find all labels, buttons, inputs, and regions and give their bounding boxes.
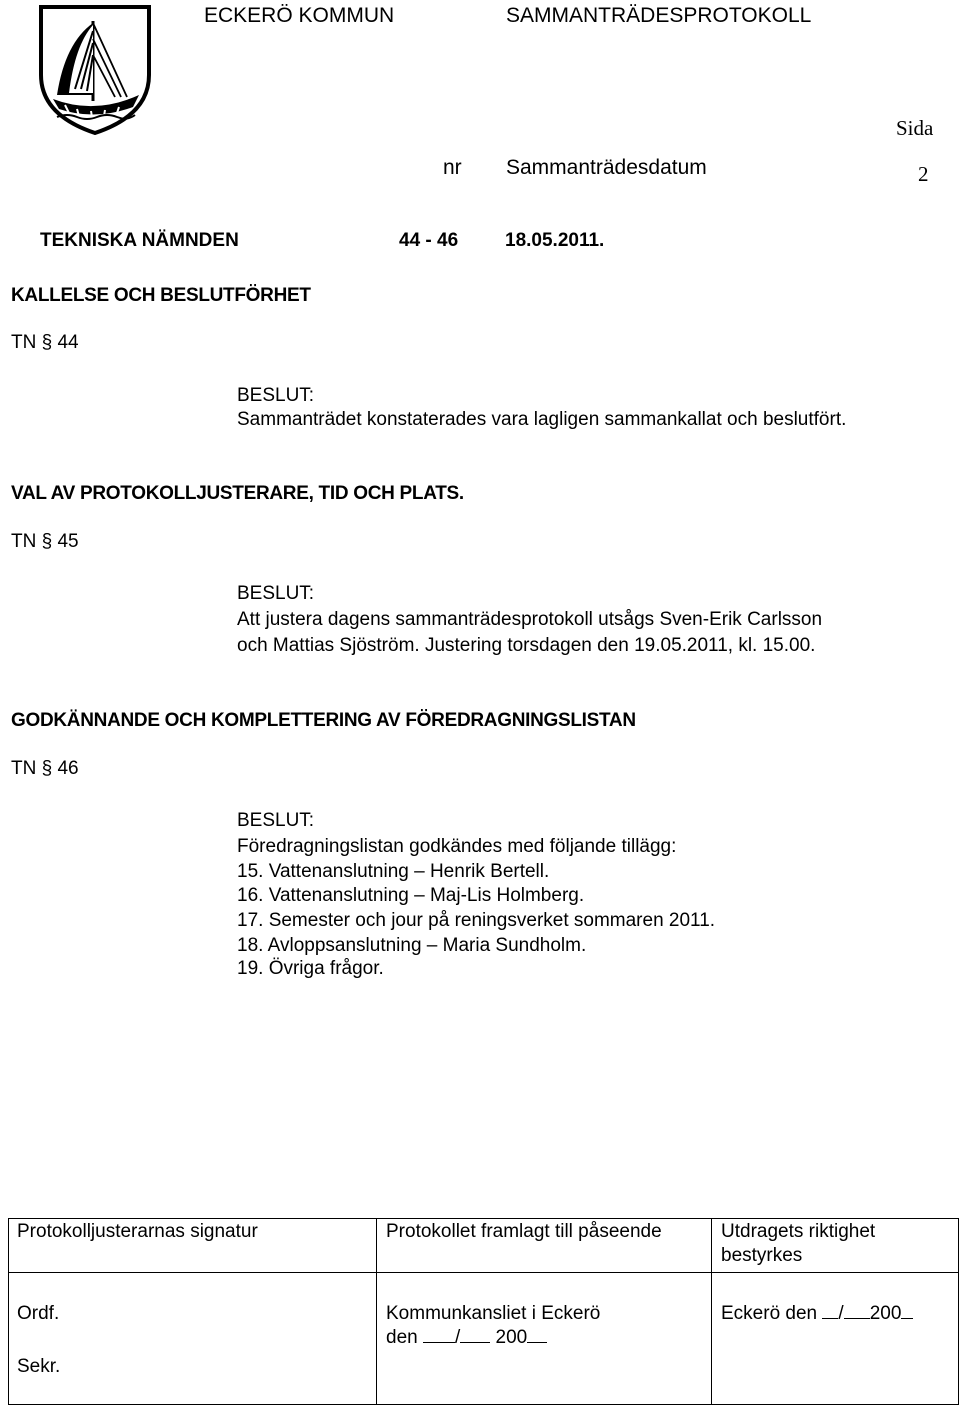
certification-date-line — [721, 1302, 913, 1326]
month-blank — [844, 1302, 870, 1319]
section-heading: GODKÄNNANDE OCH KOMPLETTERING AV FÖREDRAGNINGSLISTAN — [11, 710, 636, 731]
document-type: SAMMANTRÄDESPROTOKOLL — [506, 4, 812, 27]
table-divider — [9, 1272, 958, 1273]
meeting-date: 18.05.2011. — [505, 230, 605, 251]
section-paragraph: TN § 44 — [11, 332, 79, 353]
chair-label: Ordf. — [17, 1303, 60, 1324]
section-heading: KALLELSE OCH BESLUTFÖRHET — [11, 285, 311, 306]
date-label: Sammanträdesdatum — [506, 156, 707, 179]
section-paragraph: TN § 45 — [11, 531, 79, 552]
agenda-item: 19. Övriga frågor. — [237, 958, 384, 979]
secretary-label: Sekr. — [17, 1356, 61, 1377]
posting-column — [376, 1219, 712, 1404]
posting-den-label: den — [386, 1327, 418, 1348]
decision-label: BESLUT: — [237, 385, 315, 406]
posting-location: Kommunkansliet i Eckerö — [386, 1303, 601, 1324]
section-heading: VAL AV PROTOKOLLJUSTERARE, TID OCH PLATS. — [11, 483, 464, 504]
signature-table — [8, 1218, 959, 1405]
decision-label: BESLUT: — [237, 810, 315, 831]
decision-line: och Mattias Sjöström. Justering torsdagen den 19.05.2011, kl. 15.00. — [237, 635, 816, 656]
year-blank — [901, 1302, 913, 1319]
municipality-name: ECKERÖ KOMMUN — [204, 4, 395, 27]
decision-line: Att justera dagens sammanträdesprotokoll utsågs Sven-Erik Carlsson — [237, 609, 823, 630]
signature-column — [9, 1219, 377, 1404]
agenda-item: 15. Vattenanslutning – Henrik Bertell. — [237, 861, 550, 882]
agenda-item: 17. Semester och jour på reningsverket sommaren 2011. — [237, 910, 716, 931]
section-paragraph: TN § 46 — [11, 758, 79, 779]
year-blank — [527, 1326, 547, 1343]
certification-title: Utdragets riktighet bestyrkes — [721, 1221, 876, 1266]
nr-label: nr — [443, 156, 462, 179]
date-separator: / — [454, 1327, 461, 1348]
month-blank — [460, 1326, 490, 1343]
day-blank — [423, 1326, 455, 1343]
date-separator: / — [838, 1303, 844, 1324]
committee-name: TEKNISKA NÄMNDEN — [40, 230, 239, 251]
municipal-coat-of-arms-logo — [35, 3, 155, 135]
posting-date-line — [386, 1326, 547, 1350]
paragraph-range: 44 - 46 — [399, 230, 459, 251]
certification-prefix: Eckerö den — [721, 1303, 818, 1324]
year-prefix: 200 — [869, 1303, 902, 1324]
page-label: Sida — [896, 116, 934, 140]
day-blank — [822, 1302, 838, 1319]
decision-line: Sammanträdet konstaterades vara lagligen sammankallat och beslutfört. — [237, 409, 847, 430]
decision-label: BESLUT: — [237, 583, 315, 604]
agenda-item: 16. Vattenanslutning – Maj-Lis Holmberg. — [237, 885, 585, 906]
agenda-item: 18. Avloppsanslutning – Maria Sundholm. — [237, 935, 587, 956]
certification-column — [711, 1219, 958, 1404]
decision-line: Föredragningslistan godkändes med följande tillägg: — [237, 836, 677, 857]
signature-title: Protokolljusterarnas signatur — [17, 1221, 258, 1242]
posting-title: Protokollet framlagt till påseende — [386, 1221, 662, 1242]
page-number: 2 — [918, 162, 929, 186]
year-prefix: 200 — [495, 1327, 528, 1348]
